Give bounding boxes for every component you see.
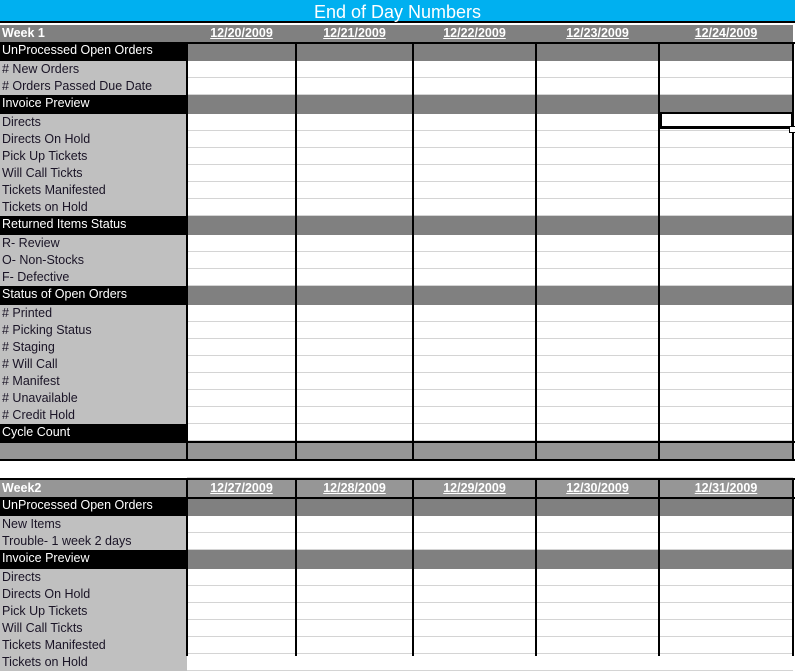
data-cell[interactable] (296, 235, 413, 252)
data-cell[interactable] (659, 148, 793, 165)
week2-row-pick-up-tickets (0, 603, 795, 620)
data-cell[interactable] (659, 131, 793, 148)
data-cell[interactable] (536, 424, 659, 441)
data-cell[interactable] (187, 390, 296, 407)
data-cell[interactable] (536, 235, 659, 252)
column-border (792, 42, 794, 461)
data-cell[interactable] (296, 533, 413, 550)
data-cell[interactable] (659, 654, 793, 671)
week1-row-will-call-tickts-label[interactable]: Will Call Tickts (0, 165, 187, 182)
data-cell[interactable] (536, 550, 659, 569)
data-cell[interactable] (659, 497, 793, 516)
data-cell[interactable] (659, 516, 793, 533)
data-cell[interactable] (413, 131, 536, 148)
blank-row-label[interactable] (0, 461, 187, 478)
data-cell[interactable] (187, 42, 296, 61)
week1-row-o-non-stocks (0, 252, 795, 269)
data-cell[interactable] (536, 269, 659, 286)
data-cell[interactable] (536, 131, 659, 148)
week2-row-will-call-tickts (0, 620, 795, 637)
data-cell[interactable] (187, 78, 296, 95)
data-cell[interactable] (413, 95, 536, 114)
data-cell[interactable] (296, 586, 413, 603)
week2-row-invoice-preview-label[interactable]: Invoice Preview (0, 550, 187, 569)
data-cell[interactable] (413, 114, 536, 131)
week1-row-returned-items-status-label[interactable]: Returned Items Status (0, 216, 187, 235)
week1-row-manifest (0, 373, 795, 390)
week1-row-unprocessed-open-orders-label[interactable]: UnProcessed Open Orders (0, 42, 187, 61)
week1-row-will-call (0, 356, 795, 373)
data-cell[interactable] (296, 322, 413, 339)
data-cell[interactable] (536, 216, 659, 235)
data-cell[interactable] (296, 216, 413, 235)
week1-row-printed (0, 305, 795, 322)
data-cell[interactable] (413, 586, 536, 603)
data-cell[interactable] (536, 252, 659, 269)
data-cell[interactable] (296, 654, 413, 671)
data-cell[interactable] (536, 42, 659, 61)
data-cell[interactable] (659, 252, 793, 269)
data-cell[interactable] (413, 533, 536, 550)
data-cell[interactable] (187, 114, 296, 131)
data-cell[interactable] (296, 252, 413, 269)
data-cell[interactable] (413, 620, 536, 637)
data-cell[interactable] (659, 322, 793, 339)
data-cell[interactable] (296, 443, 413, 459)
data-cell[interactable] (296, 390, 413, 407)
week1-row-directs-on-hold (0, 131, 795, 148)
data-cell[interactable] (659, 443, 793, 459)
data-cell[interactable] (296, 569, 413, 586)
week1-row-unprocessed-open-orders (0, 42, 795, 61)
week2-row-will-call-tickts-label[interactable]: Will Call Tickts (0, 620, 187, 637)
data-cell[interactable] (296, 497, 413, 516)
week2-row-pick-up-tickets-label[interactable]: Pick Up Tickets (0, 603, 187, 620)
data-cell[interactable] (536, 497, 659, 516)
week1-row-picking-status-label[interactable]: # Picking Status (0, 322, 187, 339)
column-border (295, 42, 297, 461)
data-cell[interactable] (536, 533, 659, 550)
data-cell[interactable] (187, 654, 296, 671)
data-cell[interactable] (536, 114, 659, 131)
data-cell[interactable] (413, 461, 536, 478)
data-cell[interactable] (296, 148, 413, 165)
column-border (792, 478, 794, 656)
data-cell[interactable] (296, 61, 413, 78)
data-cell[interactable] (413, 199, 536, 216)
data-cell[interactable] (187, 339, 296, 356)
data-cell[interactable] (296, 305, 413, 322)
data-cell[interactable] (413, 78, 536, 95)
data-cell[interactable] (659, 461, 793, 478)
week1-row-printed-label[interactable]: # Printed (0, 305, 187, 322)
date-header-cell[interactable]: 12/31/2009 (659, 480, 793, 497)
data-cell[interactable] (296, 131, 413, 148)
week2-row-directs-label[interactable]: Directs (0, 569, 187, 586)
data-cell[interactable] (187, 216, 296, 235)
week2-row-tickets-manifested (0, 637, 795, 654)
column-border (535, 42, 537, 461)
week2-row-directs-on-hold (0, 586, 795, 603)
data-cell[interactable] (659, 199, 793, 216)
data-cell[interactable] (536, 373, 659, 390)
column-border (186, 42, 188, 461)
date-header-cell[interactable]: 12/20/2009 (187, 25, 296, 42)
data-cell[interactable] (187, 182, 296, 199)
data-cell[interactable] (659, 339, 793, 356)
week2-row-unprocessed-open-orders (0, 497, 795, 516)
data-cell[interactable] (536, 78, 659, 95)
data-cell[interactable] (413, 497, 536, 516)
column-border (658, 42, 660, 461)
week1-header-row-label[interactable]: Week 1 (0, 25, 187, 42)
date-header-cell[interactable]: 12/22/2009 (413, 25, 536, 42)
week1-row-tickets-manifested (0, 182, 795, 199)
column-border (535, 478, 537, 656)
week1-row-status-of-open-orders-label[interactable]: Status of Open Orders (0, 286, 187, 305)
date-header-cell[interactable]: 12/29/2009 (413, 480, 536, 497)
data-cell[interactable] (296, 550, 413, 569)
data-cell[interactable] (659, 235, 793, 252)
date-header-cell[interactable]: 12/30/2009 (536, 480, 659, 497)
week1-row-tickets-manifested-label[interactable]: Tickets Manifested (0, 182, 187, 199)
selected-cell[interactable] (660, 112, 793, 129)
week1-row-will-call-label[interactable]: # Will Call (0, 356, 187, 373)
data-cell[interactable] (413, 269, 536, 286)
data-cell[interactable] (296, 199, 413, 216)
data-cell[interactable] (659, 182, 793, 199)
data-cell[interactable] (413, 235, 536, 252)
data-cell[interactable] (536, 461, 659, 478)
data-cell[interactable] (659, 637, 793, 654)
data-cell[interactable] (413, 603, 536, 620)
data-cell[interactable] (413, 373, 536, 390)
data-cell[interactable] (187, 322, 296, 339)
data-cell[interactable] (536, 61, 659, 78)
blank-row (0, 461, 795, 478)
data-cell[interactable] (187, 443, 296, 459)
data-cell[interactable] (413, 182, 536, 199)
week1-row-new-orders (0, 61, 795, 78)
data-cell[interactable] (659, 424, 793, 441)
week2-row-trouble-1-week-2-days-label[interactable]: Trouble- 1 week 2 days (0, 533, 187, 550)
date-header-cell[interactable]: 12/24/2009 (659, 25, 793, 42)
date-header-cell[interactable]: 12/27/2009 (187, 480, 296, 497)
fill-handle[interactable] (789, 126, 795, 133)
data-cell[interactable] (413, 148, 536, 165)
data-cell[interactable] (536, 165, 659, 182)
data-cell[interactable] (187, 131, 296, 148)
week1-row-credit-hold-label[interactable]: # Credit Hold (0, 407, 187, 424)
data-cell[interactable] (187, 586, 296, 603)
data-cell[interactable] (296, 356, 413, 373)
data-cell[interactable] (413, 407, 536, 424)
data-cell[interactable] (187, 356, 296, 373)
data-cell[interactable] (296, 339, 413, 356)
data-cell[interactable] (659, 550, 793, 569)
data-cell[interactable] (296, 114, 413, 131)
data-cell[interactable] (187, 497, 296, 516)
data-cell[interactable] (413, 305, 536, 322)
data-cell[interactable] (536, 390, 659, 407)
data-cell[interactable] (536, 586, 659, 603)
week1-row-f-defective-label[interactable]: F- Defective (0, 269, 187, 286)
data-cell[interactable] (536, 654, 659, 671)
data-cell[interactable] (296, 637, 413, 654)
week1-row-directs-label[interactable]: Directs (0, 114, 187, 131)
data-cell[interactable] (187, 235, 296, 252)
data-cell[interactable] (413, 339, 536, 356)
data-cell[interactable] (413, 61, 536, 78)
week1-row-picking-status (0, 322, 795, 339)
week1-row-returned-items-status (0, 216, 795, 235)
data-cell[interactable] (659, 586, 793, 603)
data-cell[interactable] (536, 305, 659, 322)
date-header-cell[interactable]: 12/21/2009 (296, 25, 413, 42)
week2-row-trouble-1-week-2-days (0, 533, 795, 550)
data-cell[interactable] (413, 516, 536, 533)
week1-row-staging-label[interactable]: # Staging (0, 339, 187, 356)
column-border (412, 42, 414, 461)
data-cell[interactable] (296, 424, 413, 441)
data-cell[interactable] (296, 269, 413, 286)
data-cell[interactable] (413, 216, 536, 235)
data-cell[interactable] (536, 339, 659, 356)
week2-row-tickets-on-hold-label[interactable]: Tickets on Hold (0, 654, 187, 671)
data-cell[interactable] (187, 252, 296, 269)
data-cell[interactable] (536, 637, 659, 654)
data-cell[interactable] (659, 78, 793, 95)
week1-row-will-call-tickts (0, 165, 795, 182)
week2-row-unprocessed-open-orders-label[interactable]: UnProcessed Open Orders (0, 497, 187, 516)
data-cell[interactable] (659, 390, 793, 407)
data-cell[interactable] (536, 199, 659, 216)
data-cell[interactable] (296, 620, 413, 637)
data-cell[interactable] (296, 286, 413, 305)
data-cell[interactable] (187, 569, 296, 586)
week2-row-new-items-label[interactable]: New Items (0, 516, 187, 533)
data-cell[interactable] (296, 603, 413, 620)
data-cell[interactable] (296, 95, 413, 114)
date-header-cell[interactable]: 12/23/2009 (536, 25, 659, 42)
column-border (412, 478, 414, 656)
week2-row-invoice-preview (0, 550, 795, 569)
data-cell[interactable] (659, 216, 793, 235)
data-cell[interactable] (187, 199, 296, 216)
week2-header-row-label[interactable]: Week2 (0, 480, 187, 497)
data-cell[interactable] (536, 286, 659, 305)
data-cell[interactable] (187, 165, 296, 182)
week1-row-unavailable-label[interactable]: # Unavailable (0, 390, 187, 407)
data-cell[interactable] (187, 637, 296, 654)
data-cell[interactable] (536, 182, 659, 199)
data-cell[interactable] (536, 407, 659, 424)
data-cell[interactable] (659, 305, 793, 322)
data-cell[interactable] (187, 620, 296, 637)
data-cell[interactable] (536, 620, 659, 637)
data-cell[interactable] (659, 603, 793, 620)
data-cell[interactable] (187, 550, 296, 569)
data-cell[interactable] (659, 286, 793, 305)
data-cell[interactable] (536, 569, 659, 586)
data-cell[interactable] (659, 373, 793, 390)
data-cell[interactable] (413, 252, 536, 269)
date-header-cell[interactable]: 12/28/2009 (296, 480, 413, 497)
data-cell[interactable] (296, 42, 413, 61)
data-cell[interactable] (659, 61, 793, 78)
data-cell[interactable] (536, 148, 659, 165)
data-cell[interactable] (187, 269, 296, 286)
data-cell[interactable] (413, 286, 536, 305)
week1-row-r-review (0, 235, 795, 252)
data-cell[interactable] (413, 424, 536, 441)
column-border (658, 478, 660, 656)
data-cell[interactable] (413, 42, 536, 61)
week1-header-row (0, 25, 795, 42)
data-cell[interactable] (659, 269, 793, 286)
data-cell[interactable] (659, 42, 793, 61)
data-cell[interactable] (187, 533, 296, 550)
week1-row-orders-passed-due-date (0, 78, 795, 95)
data-cell[interactable] (536, 95, 659, 114)
data-cell[interactable] (296, 165, 413, 182)
column-border (295, 478, 297, 656)
data-cell[interactable] (187, 461, 296, 478)
week1-row-new-orders-label[interactable]: # New Orders (0, 61, 187, 78)
week1-row-pick-up-tickets (0, 148, 795, 165)
week1-total-row (0, 443, 795, 459)
week1-row-manifest-label[interactable]: # Manifest (0, 373, 187, 390)
data-cell[interactable] (659, 569, 793, 586)
week2-row-tickets-on-hold (0, 654, 795, 671)
week1-row-orders-passed-due-date-label[interactable]: # Orders Passed Due Date (0, 78, 187, 95)
data-cell[interactable] (187, 516, 296, 533)
week2-row-directs-on-hold-label[interactable]: Directs On Hold (0, 586, 187, 603)
week1-row-invoice-preview-label[interactable]: Invoice Preview (0, 95, 187, 114)
data-cell[interactable] (536, 603, 659, 620)
sheet-title: End of Day Numbers (0, 0, 795, 23)
data-cell[interactable] (536, 322, 659, 339)
data-cell[interactable] (536, 516, 659, 533)
data-cell[interactable] (296, 78, 413, 95)
week2-header-row (0, 480, 795, 497)
data-cell[interactable] (536, 443, 659, 459)
week1-row-unavailable (0, 390, 795, 407)
data-cell[interactable] (413, 322, 536, 339)
week1-row-status-of-open-orders (0, 286, 795, 305)
week2-row-directs (0, 569, 795, 586)
data-cell[interactable] (187, 424, 296, 441)
week1-row-directs-on-hold-label[interactable]: Directs On Hold (0, 131, 187, 148)
week2-row-new-items (0, 516, 795, 533)
data-cell[interactable] (659, 356, 793, 373)
data-cell[interactable] (413, 443, 536, 459)
data-cell[interactable] (413, 569, 536, 586)
data-cell[interactable] (536, 356, 659, 373)
week1-row-pick-up-tickets-label[interactable]: Pick Up Tickets (0, 148, 187, 165)
week1-row-o-non-stocks-label[interactable]: O- Non-Stocks (0, 252, 187, 269)
data-cell[interactable] (296, 373, 413, 390)
data-cell[interactable] (187, 148, 296, 165)
data-cell[interactable] (187, 305, 296, 322)
data-cell[interactable] (187, 373, 296, 390)
week1-row-credit-hold (0, 407, 795, 424)
data-cell[interactable] (187, 603, 296, 620)
data-cell[interactable] (659, 533, 793, 550)
data-cell[interactable] (413, 550, 536, 569)
data-cell[interactable] (659, 165, 793, 182)
week1-row-staging (0, 339, 795, 356)
week1-row-cycle-count (0, 424, 795, 441)
week1-row-cycle-count-label[interactable]: Cycle Count (0, 424, 187, 441)
week1-row-tickets-on-hold (0, 199, 795, 216)
week1-total-row-label[interactable] (0, 443, 187, 459)
data-cell[interactable] (296, 516, 413, 533)
data-cell[interactable] (413, 654, 536, 671)
week1-row-f-defective (0, 269, 795, 286)
data-cell[interactable] (296, 407, 413, 424)
column-border (186, 478, 188, 656)
data-cell[interactable] (296, 182, 413, 199)
data-cell[interactable] (659, 620, 793, 637)
data-cell[interactable] (187, 61, 296, 78)
data-cell[interactable] (187, 286, 296, 305)
data-cell[interactable] (413, 637, 536, 654)
data-cell[interactable] (413, 356, 536, 373)
week1-row-r-review-label[interactable]: R- Review (0, 235, 187, 252)
data-cell[interactable] (296, 461, 413, 478)
data-cell[interactable] (187, 95, 296, 114)
data-cell[interactable] (413, 390, 536, 407)
data-cell[interactable] (413, 165, 536, 182)
week1-row-tickets-on-hold-label[interactable]: Tickets on Hold (0, 199, 187, 216)
week2-row-tickets-manifested-label[interactable]: Tickets Manifested (0, 637, 187, 654)
data-cell[interactable] (659, 407, 793, 424)
data-cell[interactable] (187, 407, 296, 424)
